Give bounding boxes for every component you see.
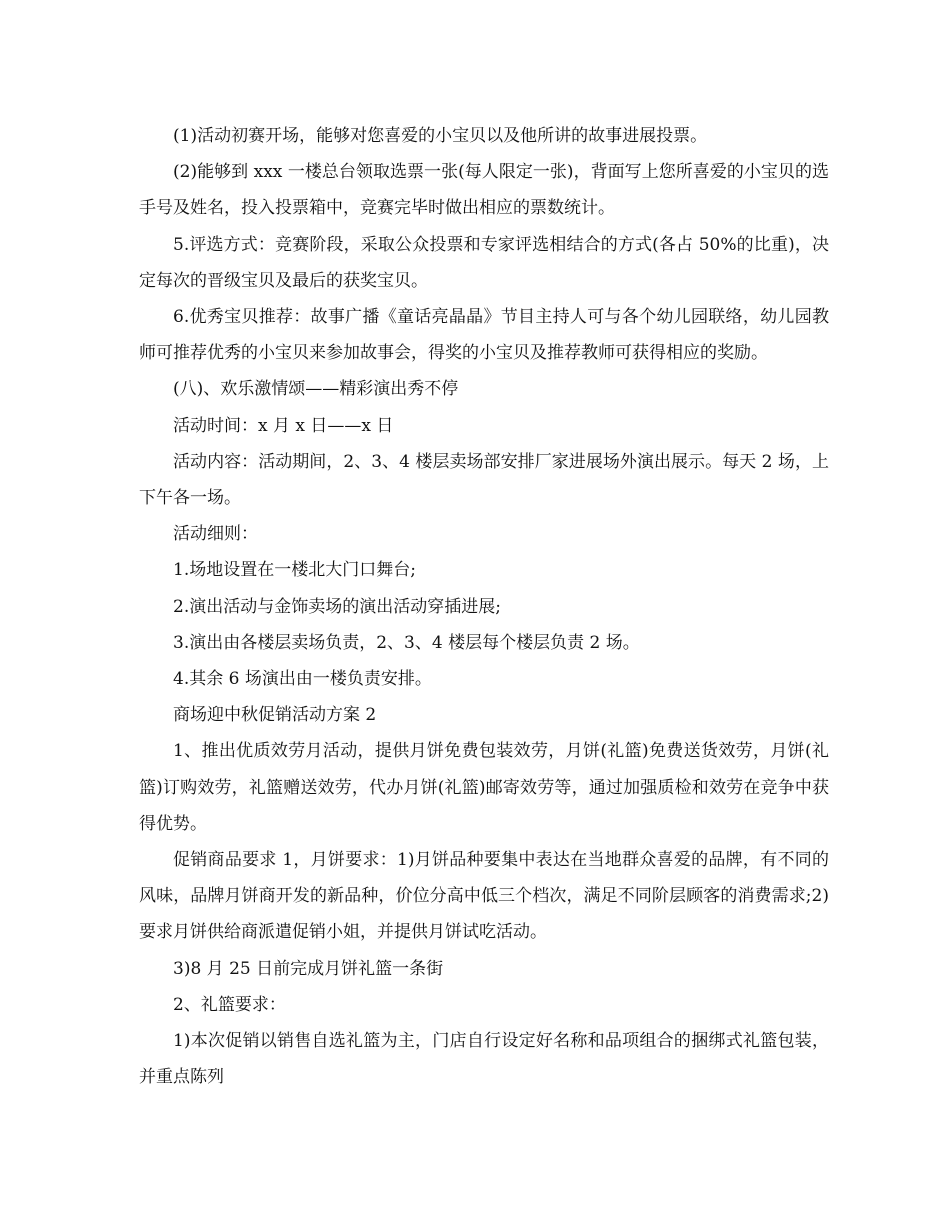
section-title: 商场迎中秋促销活动方案 2 xyxy=(173,705,377,726)
paragraph: 活动细则： xyxy=(173,524,258,545)
paragraph: (2)能够到 xxx 一楼总台领取选票一张(每人限定一张)，背面写上您所喜爱的小宝贝的选手号及姓名，投入投票箱中，竞赛完毕时做出相应的票数统计。 xyxy=(139,162,829,219)
paragraph: 5.评选方式：竞赛阶段，采取公众投票和专家评选相结合的方式(各占 50%的比重)，决定每次的晋级宝贝及最后的获奖宝贝。 xyxy=(139,234,829,291)
list-item: 3.演出由各楼层卖场负责，2、3、4 楼层每个楼层负责 2 场。 xyxy=(173,632,640,653)
paragraph: 1)本次促销以销售自选礼篮为主，门店自行设定好名称和品项组合的捆绑式礼篮包装，并重点陈列 xyxy=(139,1031,829,1088)
paragraph: 促销商品要求 1，月饼要求：1)月饼品种要集中表达在当地群众喜爱的品牌，有不同的风味，品牌月饼商开发的新品种，价位分高中低三个档次，满足不同阶层顾客的消费需求;2)要求月饼供给商派遣促销小姐，并提供月饼试吃活动。 xyxy=(139,850,829,943)
list-item: 1.场地设置在一楼北大门口舞台; xyxy=(173,560,416,581)
paragraph: 3)8 月 25 日前完成月饼礼篮一条街 xyxy=(173,958,444,979)
paragraph: 活动时间：x 月 x 日——x 日 xyxy=(173,415,394,436)
paragraph: 2、礼篮要求： xyxy=(173,994,286,1015)
paragraph: (1)活动初赛开场，能够对您喜爱的小宝贝以及他所讲的故事进展投票。 xyxy=(173,126,708,146)
paragraph: 活动内容：活动期间，2、3、4 楼层卖场部安排厂家进展场外演出展示。每天 2 场，上下午各一场。 xyxy=(139,451,829,509)
document-body xyxy=(139,118,829,1095)
list-item: 4.其余 6 场演出由一楼负责安排。 xyxy=(173,669,432,690)
paragraph: 1、推出优质效劳月活动，提供月饼免费包装效劳，月饼(礼篮)免费送货效劳，月饼(礼篮)订购效劳，礼篮赠送效劳，代办月饼(礼篮)邮寄效劳等，通过加强质检和效劳在竞争中获得优势。 xyxy=(139,741,829,834)
list-item: 2.演出活动与金饰卖场的演出活动穿插进展; xyxy=(173,596,501,617)
section-heading: (八)、欢乐激情颂——精彩演出秀不停 xyxy=(173,379,459,400)
paragraph: 6.优秀宝贝推荐：故事广播《童话亮晶晶》节目主持人可与各个幼儿园联络，幼儿园教师可推荐优秀的小宝贝来参加故事会，得奖的小宝贝及推荐教师可获得相应的奖励。 xyxy=(139,307,829,364)
